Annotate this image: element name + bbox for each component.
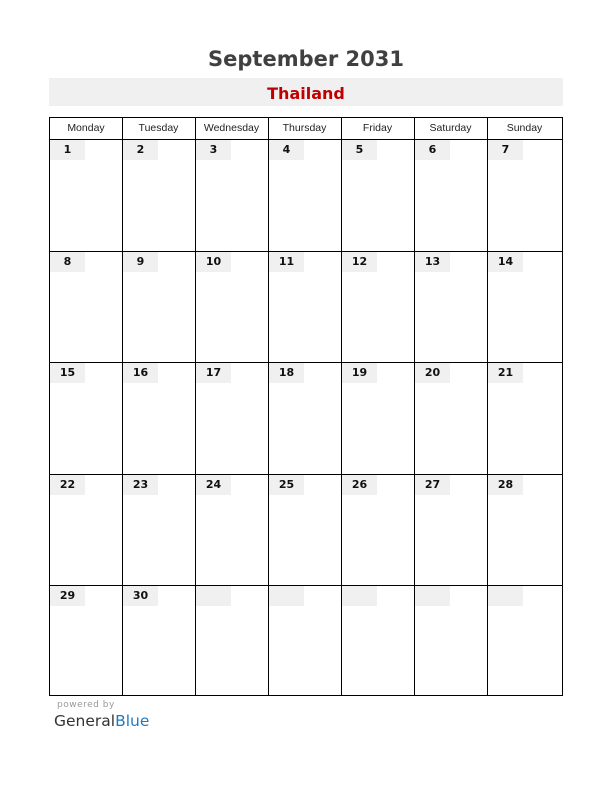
day-cell-13[interactable] bbox=[415, 252, 450, 272]
column-divider bbox=[414, 118, 415, 695]
day-cell-29[interactable] bbox=[50, 586, 85, 606]
day-number: 24 bbox=[205, 477, 222, 491]
day-cell-14[interactable] bbox=[488, 252, 523, 272]
day-cell-28[interactable] bbox=[488, 475, 523, 495]
day-cell-1[interactable] bbox=[50, 140, 85, 160]
day-cell-26[interactable] bbox=[342, 475, 377, 495]
column-divider bbox=[487, 118, 488, 695]
day-cell-5[interactable] bbox=[342, 140, 377, 160]
day-cell-4[interactable] bbox=[269, 140, 304, 160]
country-name: Thailand bbox=[267, 84, 345, 103]
weekday-4: Thursday bbox=[282, 122, 327, 134]
generalblue-logo[interactable] bbox=[54, 712, 149, 730]
day-number: 20 bbox=[424, 366, 441, 380]
day-number: 21 bbox=[497, 366, 514, 380]
day-number: 30 bbox=[132, 589, 149, 603]
day-cell-22[interactable] bbox=[50, 475, 85, 495]
empty-day-cell bbox=[415, 586, 450, 606]
brand-blue-text: Blue bbox=[115, 712, 150, 730]
weekday-3: Wednesday bbox=[203, 122, 260, 134]
column-divider bbox=[122, 118, 123, 695]
empty-day-cell bbox=[196, 586, 231, 606]
day-cell-8[interactable] bbox=[50, 252, 85, 272]
calendar-grid bbox=[49, 117, 563, 696]
day-number: 6 bbox=[428, 143, 437, 156]
day-number: 17 bbox=[205, 366, 222, 380]
day-number: 5 bbox=[355, 143, 364, 156]
day-number: 26 bbox=[351, 477, 368, 491]
day-cell-12[interactable] bbox=[342, 252, 377, 272]
day-cell-16[interactable] bbox=[123, 363, 158, 383]
day-cell-25[interactable] bbox=[269, 475, 304, 495]
day-number: 4 bbox=[282, 143, 291, 156]
day-number: 14 bbox=[497, 254, 514, 268]
empty-day-cell bbox=[342, 586, 377, 606]
day-number: 3 bbox=[209, 143, 218, 156]
day-number: 13 bbox=[424, 254, 441, 268]
day-number: 19 bbox=[351, 366, 368, 380]
day-cell-7[interactable] bbox=[488, 140, 523, 160]
day-number: 10 bbox=[205, 254, 222, 268]
day-number: 7 bbox=[501, 143, 510, 156]
country-banner bbox=[49, 78, 563, 106]
brand-general-text: General bbox=[54, 712, 116, 730]
day-cell-2[interactable] bbox=[123, 140, 158, 160]
day-cell-27[interactable] bbox=[415, 475, 450, 495]
day-cell-17[interactable] bbox=[196, 363, 231, 383]
day-number: 28 bbox=[497, 477, 514, 491]
day-number: 15 bbox=[59, 366, 76, 380]
day-cell-19[interactable] bbox=[342, 363, 377, 383]
weekday-5: Friday bbox=[362, 122, 393, 134]
day-number: 29 bbox=[59, 589, 76, 603]
day-cell-10[interactable] bbox=[196, 252, 231, 272]
day-number: 11 bbox=[278, 254, 295, 268]
day-number: 2 bbox=[136, 143, 145, 156]
empty-day-cell bbox=[269, 586, 304, 606]
day-number: 27 bbox=[424, 477, 441, 491]
weekday-1: Monday bbox=[67, 122, 105, 134]
weekday-6: Saturday bbox=[429, 122, 472, 134]
day-cell-11[interactable] bbox=[269, 252, 304, 272]
day-number: 8 bbox=[63, 254, 72, 268]
day-cell-18[interactable] bbox=[269, 363, 304, 383]
weekday-header-row bbox=[50, 118, 562, 140]
day-cell-24[interactable] bbox=[196, 475, 231, 495]
day-cell-9[interactable] bbox=[123, 252, 158, 272]
day-number: 9 bbox=[136, 254, 145, 268]
column-divider bbox=[268, 118, 269, 695]
day-cell-20[interactable] bbox=[415, 363, 450, 383]
column-divider bbox=[195, 118, 196, 695]
day-cell-30[interactable] bbox=[123, 586, 158, 606]
column-divider bbox=[341, 118, 342, 695]
day-number: 25 bbox=[278, 477, 295, 491]
day-number: 18 bbox=[278, 366, 295, 380]
day-number: 12 bbox=[351, 254, 368, 268]
day-cell-15[interactable] bbox=[50, 363, 85, 383]
empty-day-cell bbox=[488, 586, 523, 606]
weekday-7: Sunday bbox=[506, 122, 543, 134]
day-number: 16 bbox=[132, 366, 149, 380]
day-cell-21[interactable] bbox=[488, 363, 523, 383]
day-cell-23[interactable] bbox=[123, 475, 158, 495]
day-number: 22 bbox=[59, 477, 76, 491]
day-number: 23 bbox=[132, 477, 149, 491]
powered-by-label: powered by bbox=[57, 700, 115, 710]
day-number: 1 bbox=[63, 143, 72, 156]
day-cell-6[interactable] bbox=[415, 140, 450, 160]
day-cell-3[interactable] bbox=[196, 140, 231, 160]
calendar-title: September 2031 bbox=[208, 47, 404, 71]
weekday-2: Tuesday bbox=[138, 122, 179, 134]
